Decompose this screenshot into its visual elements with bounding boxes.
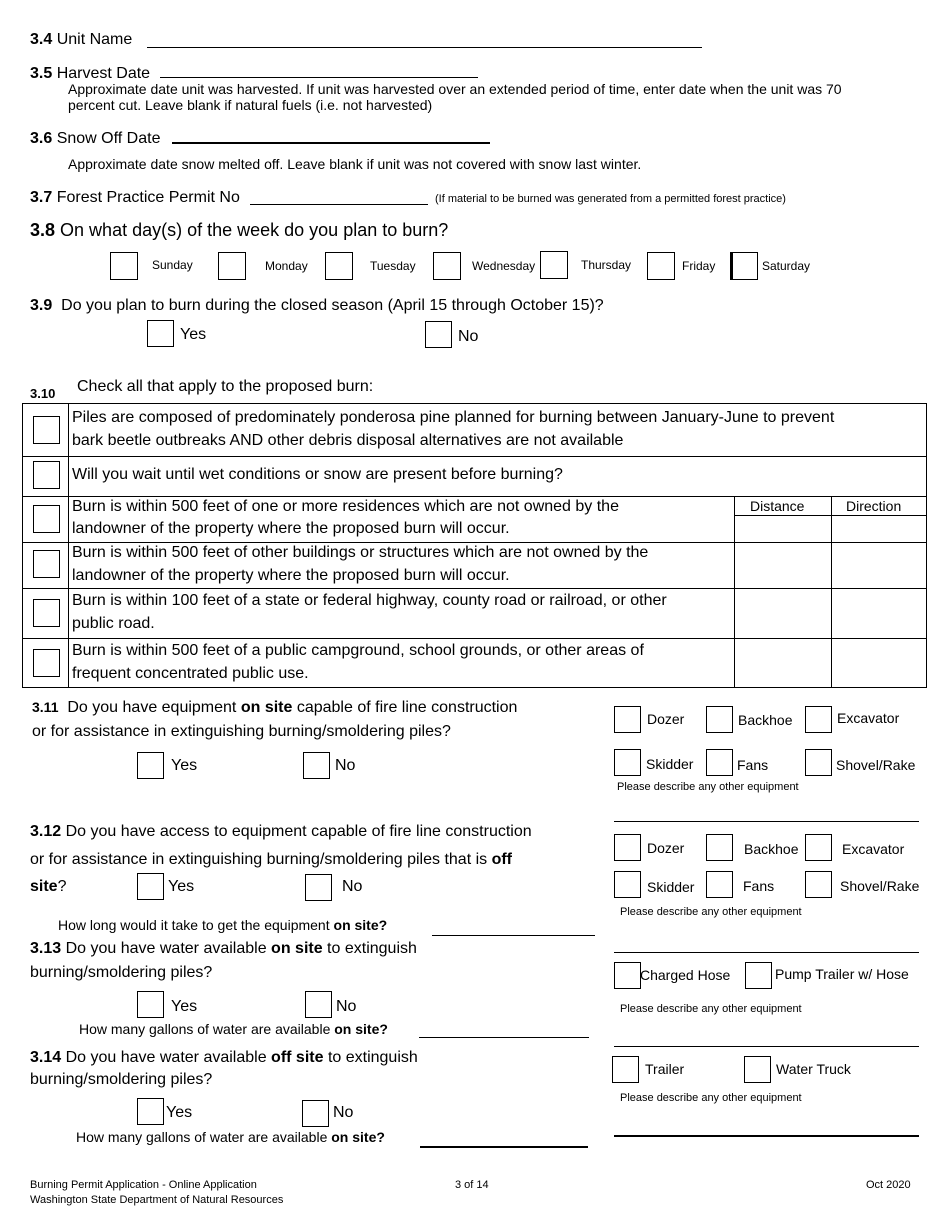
q312-fans-label: Fans xyxy=(743,878,775,894)
q35-note-1: Approximate date unit was harvested. If unit was harvested over an extended period of time, enter date when the unit was 70 xyxy=(68,81,842,97)
table-row-text: landowner of the property where the proposed burn will occur. xyxy=(72,520,510,537)
distance-header: Distance xyxy=(750,498,805,514)
residences-checkbox[interactable] xyxy=(33,505,60,533)
q311-no-checkbox[interactable] xyxy=(303,752,330,779)
row-divider xyxy=(22,588,927,589)
table-row-text: Burn is within 500 feet of other buildings or structures which are not owned by the xyxy=(72,544,649,561)
q313-yes-checkbox[interactable] xyxy=(137,991,164,1018)
structures-checkbox[interactable] xyxy=(33,550,60,578)
permit-no-field[interactable] xyxy=(250,204,428,205)
q314-no-checkbox[interactable] xyxy=(302,1100,329,1127)
q311-excavator-label: Excavator xyxy=(837,710,900,726)
q313-other-label: Please describe any other equipment xyxy=(620,1003,802,1015)
q37-label: 3.7 Forest Practice Permit No xyxy=(30,189,240,206)
harvest-date-field[interactable] xyxy=(160,77,478,78)
q313-no-label: No xyxy=(336,998,357,1015)
q312-backhoe-checkbox[interactable] xyxy=(706,834,733,861)
saturday-checkbox[interactable] xyxy=(730,252,758,280)
q312-no-checkbox[interactable] xyxy=(305,874,332,901)
q314-gallons-field[interactable] xyxy=(420,1146,588,1148)
trailer-label: Trailer xyxy=(645,1061,685,1077)
q37-note: (If material to be burned was generated from a permitted forest practice) xyxy=(435,193,786,205)
unit-name-field[interactable] xyxy=(147,47,702,48)
water-truck-checkbox[interactable] xyxy=(744,1056,771,1083)
q312-yes-label: Yes xyxy=(168,878,195,895)
table-row-text: bark beetle outbreaks AND other debris disposal alternatives are not available xyxy=(72,432,624,449)
q312-no-label: No xyxy=(342,878,363,895)
q311-no-label: No xyxy=(335,757,356,774)
q311-dozer-checkbox[interactable] xyxy=(614,706,641,733)
table-row-text: public road. xyxy=(72,615,155,632)
page-number: 3 of 14 xyxy=(455,1179,489,1191)
tuesday-label: Tuesday xyxy=(370,259,416,273)
row-divider xyxy=(22,542,927,543)
table-row-text: Piles are composed of predominately ponderosa pine planned for burning between January-June to prevent xyxy=(72,409,835,426)
q311-dozer-label: Dozer xyxy=(647,711,685,727)
q310-label: Check all that apply to the proposed burn: xyxy=(77,378,374,395)
q313-line2: burning/smoldering piles? xyxy=(30,964,213,981)
q39-yes-checkbox[interactable] xyxy=(147,320,174,347)
row-divider xyxy=(22,456,927,457)
water-truck-label: Water Truck xyxy=(776,1061,851,1077)
q310-num: 3.10 xyxy=(30,386,56,401)
q39-no-label: No xyxy=(458,328,479,345)
trailer-checkbox[interactable] xyxy=(612,1056,639,1083)
q312-dozer-checkbox[interactable] xyxy=(614,834,641,861)
q312-backhoe-label: Backhoe xyxy=(744,841,799,857)
thursday-label: Thursday xyxy=(581,258,632,272)
q312-dozer-label: Dozer xyxy=(647,840,685,856)
table-row-text: Burn is within 500 feet of one or more residences which are not owned by the xyxy=(72,498,619,515)
tuesday-checkbox[interactable] xyxy=(325,252,353,280)
footer-form-title: Burning Permit Application - Online Application xyxy=(30,1179,257,1191)
q311-other-label: Please describe any other equipment xyxy=(617,781,799,793)
q312-howlong-field[interactable] xyxy=(432,935,595,936)
charged-hose-label: Charged Hose xyxy=(640,967,731,983)
table-row-text: Burn is within 100 feet of a state or federal highway, county road or railroad, or other xyxy=(72,592,667,609)
q311-line1: 3.11 Do you have equipment on site capable of fire line construction xyxy=(32,699,518,716)
table-row-text: frequent concentrated public use. xyxy=(72,665,309,682)
wednesday-checkbox[interactable] xyxy=(433,252,461,280)
direction-col-divider xyxy=(831,496,832,688)
q311-backhoe-checkbox[interactable] xyxy=(706,706,733,733)
row-divider xyxy=(22,496,927,497)
q311-shovel-checkbox[interactable] xyxy=(805,749,832,776)
thursday-checkbox[interactable] xyxy=(540,251,568,279)
q314-yes-label: Yes xyxy=(166,1104,193,1121)
q38-label: 3.8 On what day(s) of the week do you plan to burn? xyxy=(30,220,449,240)
q312-shovel-label: Shovel/Rake xyxy=(840,878,920,894)
q311-fans-checkbox[interactable] xyxy=(706,749,733,776)
charged-hose-checkbox[interactable] xyxy=(614,962,641,989)
highway-checkbox[interactable] xyxy=(33,599,60,627)
wednesday-label: Wednesday xyxy=(472,259,536,273)
q314-other-label: Please describe any other equipment xyxy=(620,1092,802,1104)
sunday-label: Sunday xyxy=(152,258,193,272)
friday-checkbox[interactable] xyxy=(647,252,675,280)
q314-line2: burning/smoldering piles? xyxy=(30,1071,213,1088)
row-divider xyxy=(22,638,927,639)
q311-backhoe-label: Backhoe xyxy=(738,712,793,728)
table-col-divider xyxy=(68,403,69,688)
q312-other-field[interactable] xyxy=(614,952,919,953)
q311-skidder-label: Skidder xyxy=(646,756,694,772)
q313-gallons-label: How many gallons of water are available on site? xyxy=(79,1021,388,1037)
snow-off-date-field[interactable] xyxy=(172,142,490,144)
q36-note: Approximate date snow melted off. Leave blank if unit was not covered with snow last winter. xyxy=(68,156,642,172)
pump-trailer-label: Pump Trailer w/ Hose xyxy=(775,966,909,982)
q312-line3: site? xyxy=(30,878,67,895)
distance-col-divider xyxy=(734,496,735,688)
q35-label: 3.5 Harvest Date xyxy=(30,65,151,82)
q314-yes-checkbox[interactable] xyxy=(137,1098,164,1125)
q312-yes-checkbox[interactable] xyxy=(137,873,164,900)
q39-label: 3.9 Do you plan to burn during the closed season (April 15 through October 15)? xyxy=(30,297,604,314)
wet-conditions-checkbox[interactable] xyxy=(33,461,60,489)
q314-line1: 3.14 Do you have water available off site to extinguish xyxy=(30,1049,418,1066)
q311-shovel-label: Shovel/Rake xyxy=(836,757,916,773)
q311-fans-label: Fans xyxy=(737,757,769,773)
saturday-label: Saturday xyxy=(762,259,811,273)
q312-shovel-checkbox[interactable] xyxy=(805,871,832,898)
table-row-text: Burn is within 500 feet of a public campground, school grounds, or other areas of xyxy=(72,642,644,659)
q313-other-field[interactable] xyxy=(614,1046,919,1047)
ponderosa-checkbox[interactable] xyxy=(33,416,60,444)
q313-line1: 3.13 Do you have water available on site to extinguish xyxy=(30,940,417,957)
q314-no-label: No xyxy=(333,1104,354,1121)
friday-label: Friday xyxy=(682,259,716,273)
campground-checkbox[interactable] xyxy=(33,649,60,677)
pump-trailer-checkbox[interactable] xyxy=(745,962,772,989)
q311-line2: or for assistance in extinguishing burning/smoldering piles? xyxy=(32,723,451,740)
q313-no-checkbox[interactable] xyxy=(305,991,332,1018)
q312-other-label: Please describe any other equipment xyxy=(620,906,802,918)
q314-other-field[interactable] xyxy=(614,1135,919,1137)
direction-header: Direction xyxy=(846,498,902,514)
table-row-text: Will you wait until wet conditions or snow are present before burning? xyxy=(72,466,563,483)
q312-excavator-checkbox[interactable] xyxy=(805,834,832,861)
q311-yes-label: Yes xyxy=(171,757,198,774)
table-row-text: landowner of the property where the proposed burn will occur. xyxy=(72,567,510,584)
q311-skidder-checkbox[interactable] xyxy=(614,749,641,776)
q312-skidder-checkbox[interactable] xyxy=(614,871,641,898)
sunday-checkbox[interactable] xyxy=(110,252,138,280)
q312-line1: 3.12 Do you have access to equipment capable of fire line construction xyxy=(30,823,532,840)
footer-date: Oct 2020 xyxy=(866,1179,911,1191)
q312-excavator-label: Excavator xyxy=(842,841,905,857)
q312-howlong-label: How long would it take to get the equipment on site? xyxy=(58,917,388,933)
q311-other-field[interactable] xyxy=(614,821,919,822)
q311-yes-checkbox[interactable] xyxy=(137,752,164,779)
q312-skidder-label: Skidder xyxy=(647,879,695,895)
q312-line2: or for assistance in extinguishing burning/smoldering piles that is off xyxy=(30,851,513,868)
q36-label: 3.6 Snow Off Date xyxy=(30,130,161,147)
footer-agency: Washington State Department of Natural Resources xyxy=(30,1194,284,1206)
q311-excavator-checkbox[interactable] xyxy=(805,706,832,733)
q313-gallons-field[interactable] xyxy=(419,1037,589,1038)
q314-gallons-label: How many gallons of water are available on site? xyxy=(76,1129,385,1145)
q34-label: 3.4 Unit Name xyxy=(30,31,133,48)
q313-yes-label: Yes xyxy=(171,998,198,1015)
q39-no-checkbox[interactable] xyxy=(425,321,452,348)
q39-yes-label: Yes xyxy=(180,326,207,343)
monday-checkbox[interactable] xyxy=(218,252,246,280)
q35-note-2: percent cut. Leave blank if natural fuels (i.e. not harvested) xyxy=(68,97,433,113)
monday-label: Monday xyxy=(265,259,308,273)
q312-fans-checkbox[interactable] xyxy=(706,871,733,898)
